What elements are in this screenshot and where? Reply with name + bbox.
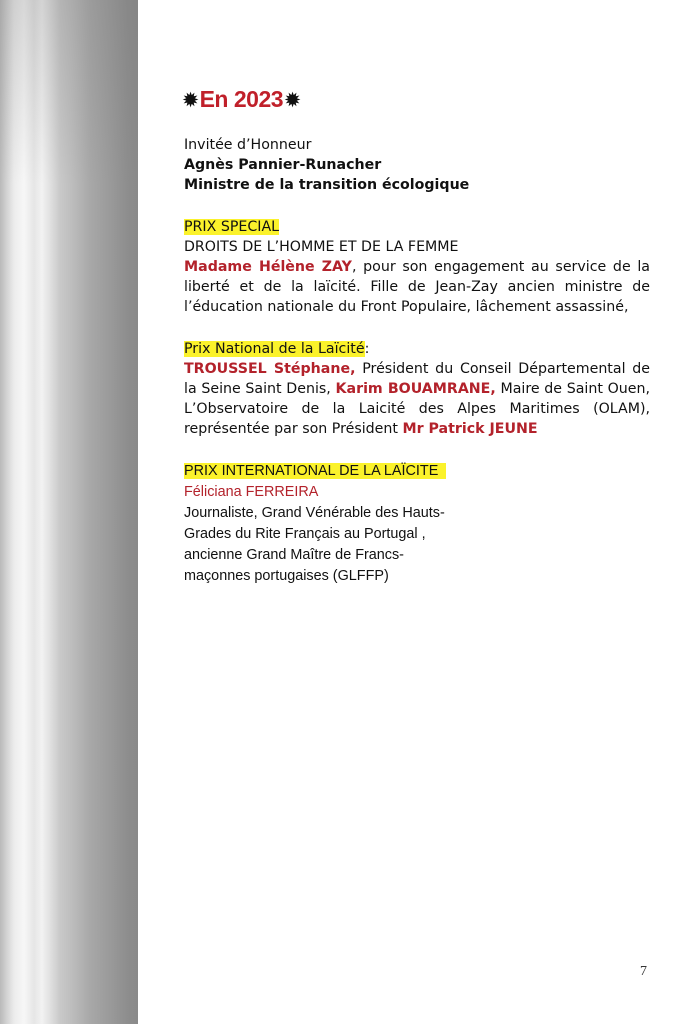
prix-national-section	[184, 339, 650, 439]
page-number: 7	[640, 964, 647, 979]
intl-line: maçonnes portugaises (GLFFP)	[184, 568, 389, 584]
prix-national-text-1: Président du Conseil Départemental de la Seine Saint Denis,	[184, 361, 651, 397]
intl-line: ancienne Grand Maître de Francs-	[184, 547, 404, 563]
prix-national-colon: :	[364, 341, 370, 357]
laureate-jeune: Mr Patrick JEUNE	[402, 421, 538, 437]
prix-special-laureate: Madame Hélène ZAY	[184, 259, 352, 275]
prix-special-title: PRIX SPECIAL	[184, 219, 280, 235]
prix-national-title: Prix National de la Laïcité	[184, 341, 365, 357]
laureate-bouamrane: Karim BOUAMRANE,	[335, 381, 496, 397]
invitee-label: Invitée d’Honneur	[184, 137, 312, 153]
star-icon: ✹	[285, 89, 300, 110]
prix-special-description: , pour son engagement au service de la liberté et de la laïcité. Fille de Jean-Zay ancien ministre de l’éducation nationale du Front Populaire, lâchement assassiné,	[184, 259, 650, 315]
page-content	[184, 86, 650, 587]
prix-international-title: PRIX INTERNATIONAL DE LA LAÏCITE	[184, 463, 439, 479]
intl-line: Grades du Rite Français au Portugal ,	[184, 526, 426, 542]
prix-international-section	[184, 461, 650, 587]
laureate-troussel: TROUSSEL Stéphane,	[184, 361, 356, 377]
year-title: En 2023	[199, 86, 284, 112]
prix-national-text	[184, 359, 650, 439]
year-heading	[183, 86, 650, 113]
invitee-role: Ministre de la transition écologique	[184, 177, 470, 193]
star-icon: ✹	[183, 89, 198, 110]
marble-column-image	[0, 0, 138, 1024]
prix-special-subtitle: DROITS DE L’HOMME ET DE LA FEMME	[184, 239, 459, 255]
intl-line: Journaliste, Grand Vénérable des Hauts-	[184, 505, 445, 521]
prix-special-section	[184, 217, 650, 317]
prix-national-text-2: Maire de Saint Ouen, L’Observatoire de la Laicité des Alpes Maritimes (OLAM), représentée par son Président	[184, 381, 650, 437]
invitee-section	[184, 135, 650, 195]
prix-international-laureate: Féliciana FERREIRA	[184, 484, 319, 500]
prix-special-text	[184, 257, 650, 317]
invitee-name: Agnès Pannier-Runacher	[184, 157, 382, 173]
